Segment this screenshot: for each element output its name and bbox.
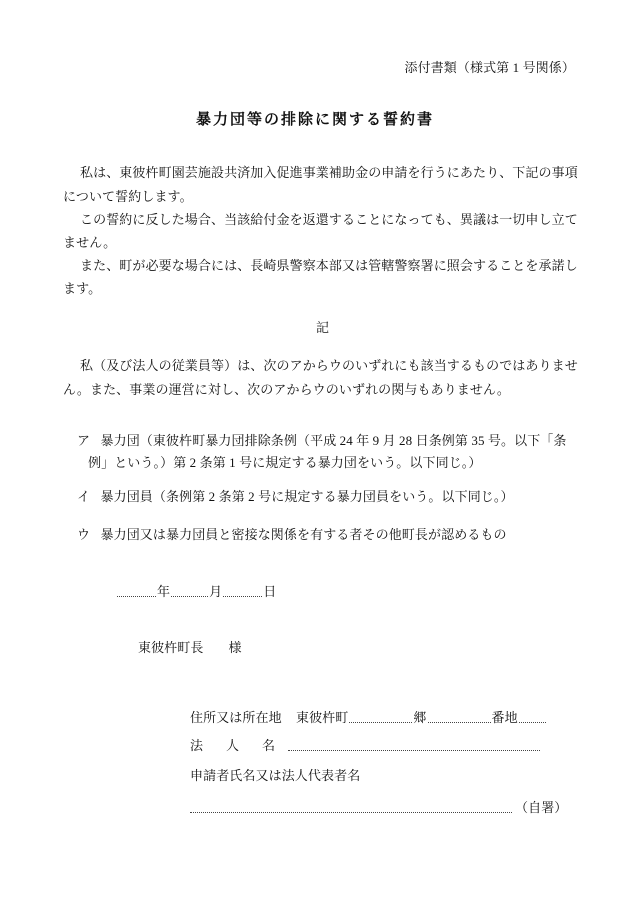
corporation-label-cell [190,736,299,756]
lot-blank [428,712,491,723]
item-line [77,524,507,546]
signature-row [190,798,567,818]
pledge-paragraph-2 [63,208,578,254]
item-a [77,430,567,474]
district-unit: 郷 [413,710,427,725]
year-blank [117,586,156,597]
corporation-name-blank [288,740,540,751]
item-line [77,486,514,508]
paragraph-line: 私は、東彼杵町園芸施設共済加入促進事業補助金の申請を行うにあたり、下記の事項 [80,165,578,181]
applicant-name-label: 申請者氏名又は法人代表者名 [190,768,361,783]
month-blank [171,586,208,597]
item-i [77,486,514,508]
district-blank [349,712,412,723]
addressee-name: 東彼杵町長 [138,640,204,655]
addressee [138,638,242,658]
addressee-honorific: 様 [228,640,242,655]
attachment-label: 添付書類（様式第 1 号関係） [404,60,575,75]
year-unit: 年 [157,584,171,599]
item-label: ウ [77,527,91,542]
pledge-paragraph-3 [63,254,578,300]
paragraph-line: この誓約に反した場合、当該給付金を返還することになっても、異議は一切申し立て [80,211,578,227]
item-line: 例」という。）第 2 条第 1 号に規定する暴力団をいう。以下同じ。） [88,455,482,470]
month-unit: 月 [209,584,223,599]
address-label: 住所又は所在地 [190,710,282,725]
item-label: ア [77,433,91,448]
corporation-row [190,736,540,756]
town-name: 東彼杵町 [296,710,349,725]
signature-note: （自署） [515,800,568,815]
paragraph-line: また、町が必要な場合には、長崎県警察本部又は管轄警察署に照会することを承諾し [80,258,578,274]
item-line [77,430,567,452]
item-text: 暴力団又は暴力団員と密接な関係を有する者その他町長が認めるもの [100,527,507,542]
record-heading: 記 [316,320,330,335]
pledge-body [63,161,578,300]
item-text: 暴力団（東彼杵町暴力団排除条例（平成 24 年 9 月 28 日条例第 35 号。以下「条 [100,433,567,448]
item-u [77,524,507,546]
paragraph-line: ません。 [63,234,117,250]
address-row [190,708,546,728]
day-unit: 日 [263,584,277,599]
declaration-paragraph [63,354,578,400]
signature-blank [190,802,512,813]
lot-number-blank [519,712,546,723]
day-blank [223,586,262,597]
document-title: 暴力団等の排除に関する誓約書 [195,112,434,128]
paragraph-line: 私（及び法人の従業員等）は、次のアからウのいずれにも該当するものではありませ [80,358,578,374]
paragraph-line: ます。 [63,281,102,297]
corporation-label: 法人名 [190,738,299,753]
paragraph-line: ん。また、事業の運営に対し、次のアからウのいずれの関与もありません。 [63,381,510,397]
item-label: イ [77,489,91,504]
pledge-paragraph-1 [63,161,578,207]
paragraph-line: について誓約します。 [63,188,193,204]
item-text: 暴力団員（条例第 2 条第 2 号に規定する暴力団員をいう。以下同じ。） [100,489,514,504]
date-line [117,582,276,602]
lot-unit: 番地 [491,710,518,725]
